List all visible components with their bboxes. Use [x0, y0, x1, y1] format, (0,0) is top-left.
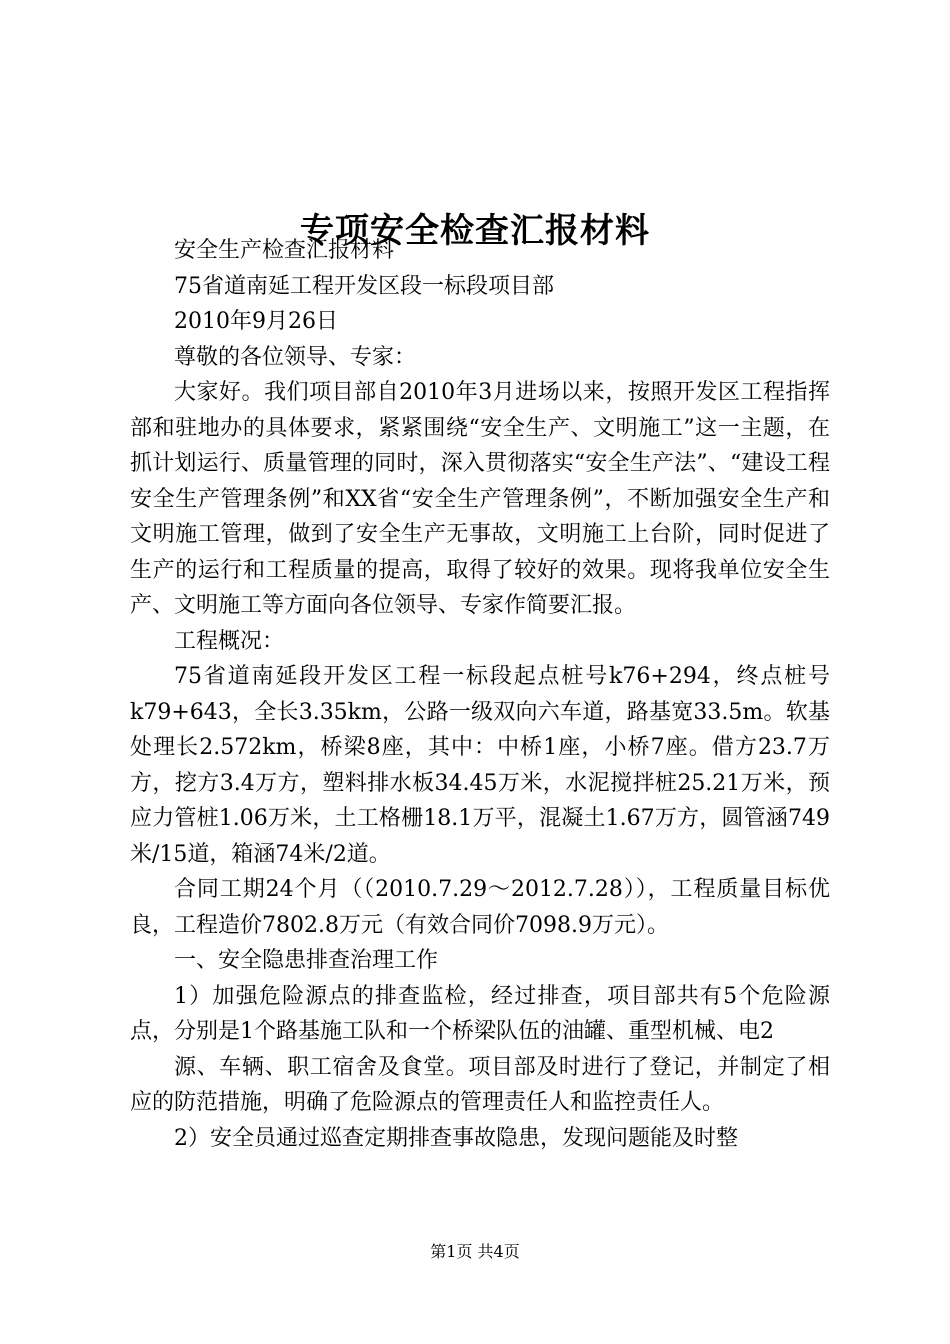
paragraph-contract: 合同工期24个月（（2010.7.29～2012.7.28）），工程质量目标优良，工程造价7802.8万元（有效合同价7098.9万元）。	[130, 877, 830, 938]
doc-organization: 75省道南延工程开发区段一标段项目部	[174, 273, 554, 299]
page-title: 专项安全检查汇报材料	[300, 210, 650, 251]
paragraph-hazard-1-cont: 源、车辆、职工宿舍及食堂。项目部及时进行了登记，并制定了相应的防范措施，明确了危险源点的管理责任人和监控责任人。	[130, 1054, 830, 1115]
doc-subtitle: 安全生产检查汇报材料	[174, 238, 395, 263]
page-footer: 第1页 共4页	[430, 1242, 520, 1261]
section-heading-overview: 工程概况：	[174, 628, 285, 654]
paragraph-intro: 大家好。我们项目部自2010年3月进场以来，按照开发区工程指挥部和驻地办的具体要求，紧紧围绕“安全生产、文明施工”这一主题，在抓计划运行、质量管理的同时，深入贯彻落实“安全生产法”、“建设工程安全生产管理条例”和XX省“安全生产管理条例”，不断加强安全生产和文明施工管理，做到了安全生产无事故，文明施工上台阶，同时促进了生产的运行和工程质量的提高，取得了较好的效果。现将我单位安全生产、文明施工等方面向各位领导、专家作简要汇报。	[130, 380, 830, 618]
paragraph-hazard-2: 2）安全员通过巡查定期排查事故隐患，发现问题能及时整	[174, 1125, 738, 1151]
doc-salutation: 尊敬的各位领导、专家：	[174, 344, 417, 370]
paragraph-overview: 75省道南延段开发区工程一标段起点桩号k76+294，终点桩号k79+643，全长3.35km，公路一级双向六车道，路基宽33.5m。软基处理长2.572km，桥梁8座，其中：中桥1座，小桥7座。借方23.7万方，挖方3.4万方，塑料排水板34.45万米，水泥搅拌桩25.21万米，预应力管桩1.06万米，土工格栅18.1万平，混凝土1.67万方，圆管涵749米/15道，箱涵74米/2道。	[130, 664, 830, 867]
section-heading-hazard: 一、安全隐患排查治理工作	[174, 948, 439, 973]
document-body	[130, 233, 830, 1156]
doc-date: 2010年9月26日	[174, 309, 338, 334]
paragraph-hazard-1: 1）加强危险源点的排查监检，经过排查，项目部共有5个危险源点，分别是1个路基施工队和一个桥梁队伍的油罐、重型机械、电2	[130, 983, 830, 1044]
